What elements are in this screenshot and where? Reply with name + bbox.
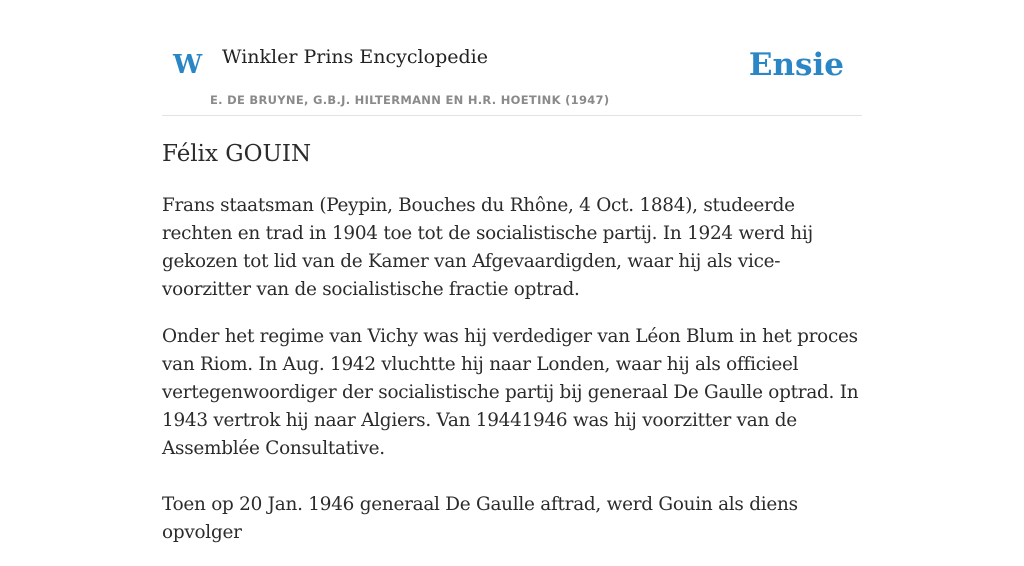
article-body [162,192,864,566]
article-paragraph: Onder het regime van Vichy was hij verdediger van Léon Blum in het proces van Riom. In Aug. 1942 vluchtte hij naar Londen, waar hij als officieel vertegenwoordiger der socialistische partij bij generaal De Gaulle optrad. In 1943 vertrok hij naar Algiers. Van 19441946 was hij voorzitter van de Assemblée Consultative. [162,326,859,459]
site-subtitle: E. DE BRUYNE, G.B.J. HILTERMANN EN H.R. HOETINK (1947) [210,93,610,107]
winkler-prins-logo[interactable]: W [173,50,203,80]
site-title[interactable]: Winkler Prins Encyclopedie [222,46,488,68]
article-paragraph: Frans staatsman (Peypin, Bouches du Rhône, 4 Oct. 1884), studeerde rechten en trad in 1904 toe tot de socialistische partij. In 1924 werd hij gekozen tot lid van de Kamer van Afgevaardigden, waar hij als vice-voorzitter van de socialistische fractie optrad. [162,195,813,300]
article-title: Félix GOUIN [162,141,312,167]
article-paragraph: Toen op 20 Jan. 1946 generaal De Gaulle aftrad, werd Gouin als diens opvolger [162,494,798,543]
ensie-logo[interactable]: Ensie [748,47,844,83]
page [162,0,862,543]
site-header [162,0,862,116]
